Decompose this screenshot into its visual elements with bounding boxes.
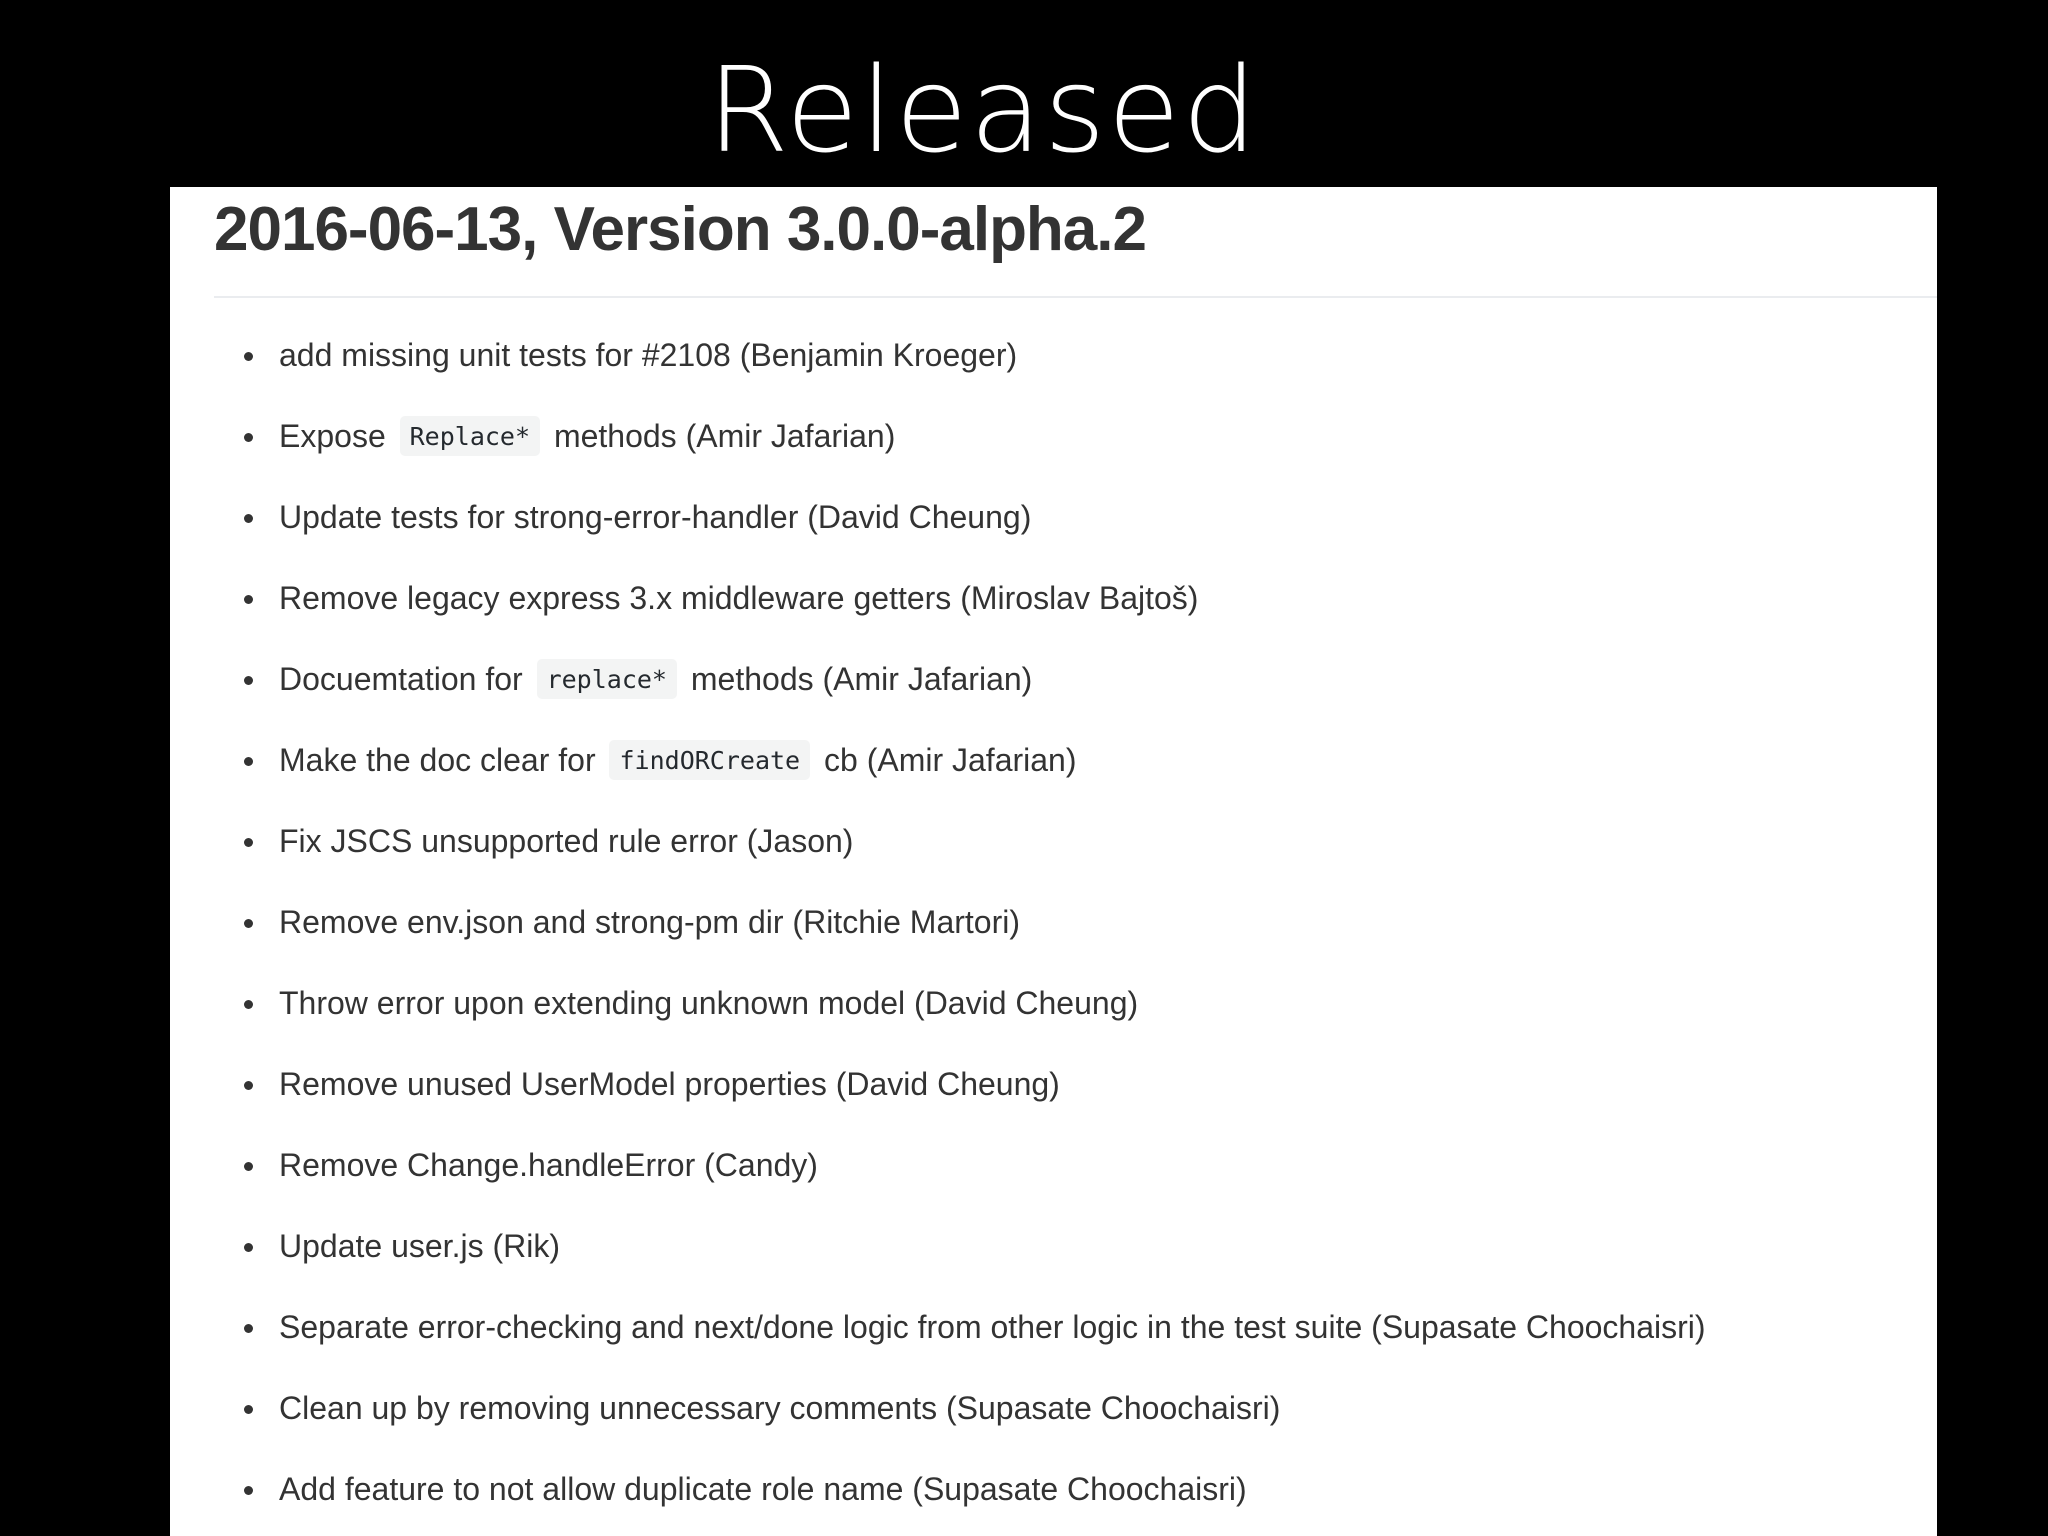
release-notes-panel <box>170 187 1937 1536</box>
bullet-icon <box>244 838 253 847</box>
bullet-icon <box>244 514 253 523</box>
change-item <box>214 1125 1706 1206</box>
bullet-icon <box>244 433 253 442</box>
change-text: Remove env.json and strong-pm dir (Ritchie Martori) <box>279 904 1020 940</box>
change-item <box>214 315 1706 396</box>
change-item <box>214 477 1706 558</box>
change-item <box>214 558 1706 639</box>
bullet-icon <box>244 1162 253 1171</box>
heading-divider <box>214 296 1937 298</box>
change-item <box>214 801 1706 882</box>
change-text: Update user.js (Rik) <box>279 1228 560 1264</box>
change-item <box>214 1044 1706 1125</box>
change-text: Separate error-checking and next/done logic from other logic in the test suite (Supasate Choochaisri) <box>279 1309 1706 1345</box>
change-text: Update tests for strong-error-handler (David Cheung) <box>279 499 1032 535</box>
change-item <box>214 1206 1706 1287</box>
change-text-before: Docuemtation for <box>279 661 523 697</box>
bullet-icon <box>244 1000 253 1009</box>
change-text: Fix JSCS unsupported rule error (Jason) <box>279 823 854 859</box>
bullet-icon <box>244 595 253 604</box>
change-item <box>214 1287 1706 1368</box>
change-text-before: Make the doc clear for <box>279 742 596 778</box>
inline-code: findORCreate <box>609 740 810 780</box>
change-item <box>214 1368 1706 1449</box>
change-text: Add feature to not allow duplicate role name (Supasate Choochaisri) <box>279 1471 1247 1507</box>
change-text: Remove legacy express 3.x middleware getters (Miroslav Bajtoš) <box>279 580 1199 616</box>
bullet-icon <box>244 1324 253 1333</box>
inline-code: Replace* <box>400 416 540 456</box>
bullet-icon <box>244 757 253 766</box>
change-text-after: methods (Amir Jafarian) <box>553 418 896 454</box>
change-text-after: cb (Amir Jafarian) <box>824 742 1077 778</box>
bullet-icon <box>244 919 253 928</box>
bullet-icon <box>244 1243 253 1252</box>
change-text-before: Expose <box>279 418 386 454</box>
changes-list <box>214 315 1706 1530</box>
change-text: Remove Change.handleError (Candy) <box>279 1147 818 1183</box>
inline-code: replace* <box>537 659 677 699</box>
change-item <box>214 1449 1706 1530</box>
bullet-icon <box>244 676 253 685</box>
change-text: Remove unused UserModel properties (David Cheung) <box>279 1066 1060 1102</box>
change-item <box>214 396 1706 477</box>
change-item <box>214 963 1706 1044</box>
bullet-icon <box>244 1486 253 1495</box>
change-text: Throw error upon extending unknown model (David Cheung) <box>279 985 1139 1021</box>
change-item <box>214 882 1706 963</box>
release-heading: 2016-06-13, Version 3.0.0-alpha.2 <box>214 195 1146 264</box>
bullet-icon <box>244 1081 253 1090</box>
change-text: Clean up by removing unnecessary comments (Supasate Choochaisri) <box>279 1390 1281 1426</box>
change-text-after: methods (Amir Jafarian) <box>690 661 1033 697</box>
change-text: add missing unit tests for #2108 (Benjamin Kroeger) <box>279 337 1018 373</box>
change-item <box>214 720 1706 801</box>
bullet-icon <box>244 352 253 361</box>
slide-title: Released <box>707 41 1259 179</box>
bullet-icon <box>244 1405 253 1414</box>
change-item <box>214 639 1706 720</box>
